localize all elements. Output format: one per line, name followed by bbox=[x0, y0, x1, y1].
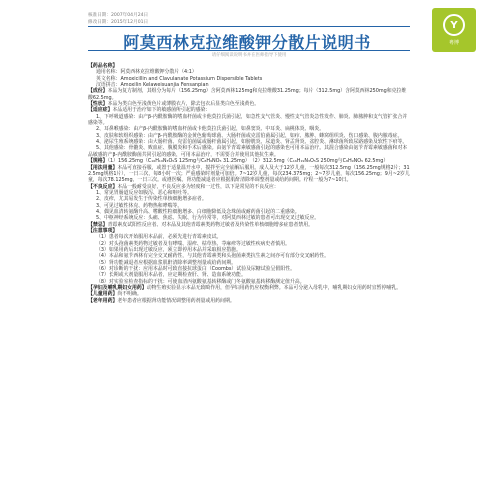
section-text: （1）患者每次开始服用本品前，必须先进行青霉素皮试。 bbox=[96, 234, 222, 241]
section-heading: 【注意事项】 bbox=[88, 227, 118, 234]
section-text: 本品为复方制剂，其组分为每片（156.25mg）含阿莫西林125mg和克拉维酸31.25mg；每片（312.5mg）含阿莫西林250mg和克拉维酸62.5mg。 bbox=[88, 88, 407, 101]
section-heading: 【老年用药】 bbox=[88, 297, 118, 304]
top-rule bbox=[88, 26, 410, 27]
document-title: 阿莫西林克拉维酸钾分散片说明书 bbox=[123, 33, 371, 52]
reading-notice: 请仔细阅读说明书并在医师指导下使用 bbox=[211, 53, 287, 58]
section-heading: 【药品名称】 bbox=[88, 63, 118, 69]
leaflet-paragraph bbox=[88, 114, 410, 127]
leaflet-paragraph bbox=[88, 165, 410, 184]
section-text: （2）对头孢菌素类药物过敏者及有哮喘、湿疹、枯草热、荨麻疹等过敏性疾病史者慎用。 bbox=[96, 240, 290, 247]
section-text: （1）156.25mg（C₁₆H₁₉N₃O₅S 125mg与C₈H₉NO₅ 31.25mg） （2）312.5mg（C₁₆H₁₉N₃O₅S 250mg与C₈H₉NO₅ 62.5mg） bbox=[107, 158, 389, 165]
approval-date: 核准日期：2007年04月24日 bbox=[88, 13, 149, 18]
section-heading: 【规格】 bbox=[88, 158, 108, 165]
section-text: （8）对实验室检查指标的干扰：可使血清丙氨酸氨基转移酶或门冬氨酸氨基转移酶测定值升高。 bbox=[96, 278, 305, 285]
section-heading: 【不良反应】 bbox=[88, 183, 118, 190]
section-text: （3）如果用药后出现过敏反应，须立即停用本品并采取相应措施。 bbox=[96, 246, 241, 253]
leaflet-paragraph bbox=[88, 88, 410, 101]
section-heading: 【禁忌】 bbox=[88, 221, 108, 228]
title-rule bbox=[88, 50, 410, 51]
section-text: 1、常见胃肠道反应如腹泻、恶心和呕吐等。 bbox=[96, 189, 193, 196]
section-text: 本品一般耐受良好，不良反应多为轻度和一过性，以下是常见的不良反应： bbox=[117, 183, 279, 190]
leaflet-paragraph bbox=[88, 298, 410, 304]
section-text: 3、可见过敏性休克、药物热和哮喘等。 bbox=[96, 202, 183, 209]
section-text: 动物生殖实验显示本品无致畸作用，但孕妇用药仍应权衡利弊。本品可分泌入母乳中，哺乳期妇女用药时宜暂停哺乳。 bbox=[146, 285, 402, 292]
section-heading: 【儿童用药】 bbox=[88, 291, 118, 298]
section-text: 英文名称：Amoxicillin and Clavulanate Potassium Dispersible Tablets bbox=[96, 75, 263, 82]
section-text: 2、耳鼻喉感染：由产β-内酰胺酶的嗜血杆菌或卡他莫拉氏菌引起，如鼻窦炎、中耳炎、扁桃体炎、咽炎。 bbox=[96, 126, 325, 133]
section-text: （6）对诊断的干扰：应用本品时可致直接抗球蛋白（Coombs）试验及尿糖试验呈假阳性。 bbox=[96, 266, 295, 272]
section-text: （7）长期或大剂量服用本品者，应定期检查肝、肾、造血系统功能。 bbox=[96, 272, 246, 279]
section-heading: 【成份】 bbox=[88, 88, 108, 95]
section-text: （5）肾功能减退者应根据血浆肌酐清除率调整剂量或给药间期。 bbox=[96, 259, 237, 266]
brand-logo bbox=[432, 8, 476, 52]
section-text: 本品可直接吞服，或置于适量温开水中，搅拌至完全崩解后服用。成人及大于12岁儿童，一般每次312.5mg（156.25mg规格2片；312.5mg规格1片），一日三次，每8小时一次；严重感染时剂量可加倍。7~12岁儿童，每次234.375mg；2~7岁儿童，每次156.25mg；9月~2岁儿童，每次78.125mg，一日三次。或遵医嘱。肾功能减退者应根据肌酐清除率调整剂量或给药间期。疗程一般为7~10日。 bbox=[88, 164, 410, 184]
section-text: 本品为类白色至浅黄色片或薄膜衣片，除去包衣后显类白色至浅黄色。 bbox=[107, 101, 260, 108]
section-text: 汉语拼音：Amoxilin Kelaweisuanjia Fensanpian bbox=[96, 82, 209, 89]
section-heading: 【适应症】 bbox=[88, 107, 113, 114]
leaflet-body bbox=[88, 63, 410, 304]
section-text: （4）本品和氨苄西林有完全交叉耐药性，与其他青霉素类和头孢菌素类抗生素之间亦可有部分交叉耐药性。 bbox=[96, 253, 329, 260]
section-text: 5、其他感染：骨髓炎、败血症、腹膜炎和手术后感染。由氨苄青霉素敏感菌引起的感染也可用本品治疗。其混合感染由氨苄青霉素敏感菌和对本品敏感的产β-内酰胺酶菌共同引起的感染，可用本品治疗，不需要合并使用其他抗生素。 bbox=[88, 145, 408, 158]
section-text: 5、中枢神经系统反应：头痛、焦虑、失眠、行为异常等，对阿莫西林过敏的患者可出现交叉过敏反应。 bbox=[96, 215, 320, 222]
section-text: 2、皮疹，尤其易发生于传染性单核细胞增多症者。 bbox=[96, 196, 207, 203]
section-heading: 【孕妇及哺乳期妇女用药】 bbox=[88, 285, 147, 292]
brand-logo-icon: Y bbox=[443, 14, 465, 36]
section-heading: 【性状】 bbox=[88, 101, 108, 108]
section-text: 4、泌尿生殖系统感染：由大肠杆菌、克雷伯菌属或肠杆菌属引起，如膀胱炎、尿道炎、肾盂肾炎、盆腔炎、淋球菌所致尿路感染及软性下疳等。 bbox=[96, 139, 408, 146]
revision-date: 修改日期：2015年12月01日 bbox=[88, 20, 149, 25]
section-text: 1、下呼吸道感染：由产β-内酰胺酶的嗜血杆菌或卡他莫拉氏菌引起，如急性支气管炎、慢性支气管炎急性发作、肺炎、肺脓肿和支气管扩张合并感染等。 bbox=[88, 113, 408, 127]
section-text: 青霉素皮试阳性反应者、对本品及其他青霉素类药物过敏者及传染性单核细胞增多症患者禁用。 bbox=[107, 221, 313, 228]
section-text: 通用名称：阿莫西林克拉维酸钾分散片（4:1） bbox=[96, 69, 197, 76]
brand-name: 粤博 bbox=[448, 40, 459, 46]
section-text: 本品适用于治疗如下的敏感菌所引起的感染： bbox=[112, 107, 211, 114]
section-text: 4、偶见血清转氨酶升高、嗜酸性粒细胞增多、白细胞降低及念珠菌或耐药菌引起的二重感染。 bbox=[96, 208, 300, 215]
leaflet-paragraph bbox=[88, 145, 410, 158]
section-heading: 【用法用量】 bbox=[88, 164, 118, 171]
section-text: 尚不明确。 bbox=[117, 291, 142, 298]
section-text: 老年患者应根据肾功能情况调整用药剂量或用药间期。 bbox=[117, 297, 235, 304]
section-text: 3、皮肤和软组织感染：由产β-内酰胺酶的金黄色葡萄球菌、大肠杆菌或克雷伯菌属引起，如疖、脓肿、蜂窝组织炎、伤口感染、腹内脓毒症。 bbox=[96, 132, 403, 139]
